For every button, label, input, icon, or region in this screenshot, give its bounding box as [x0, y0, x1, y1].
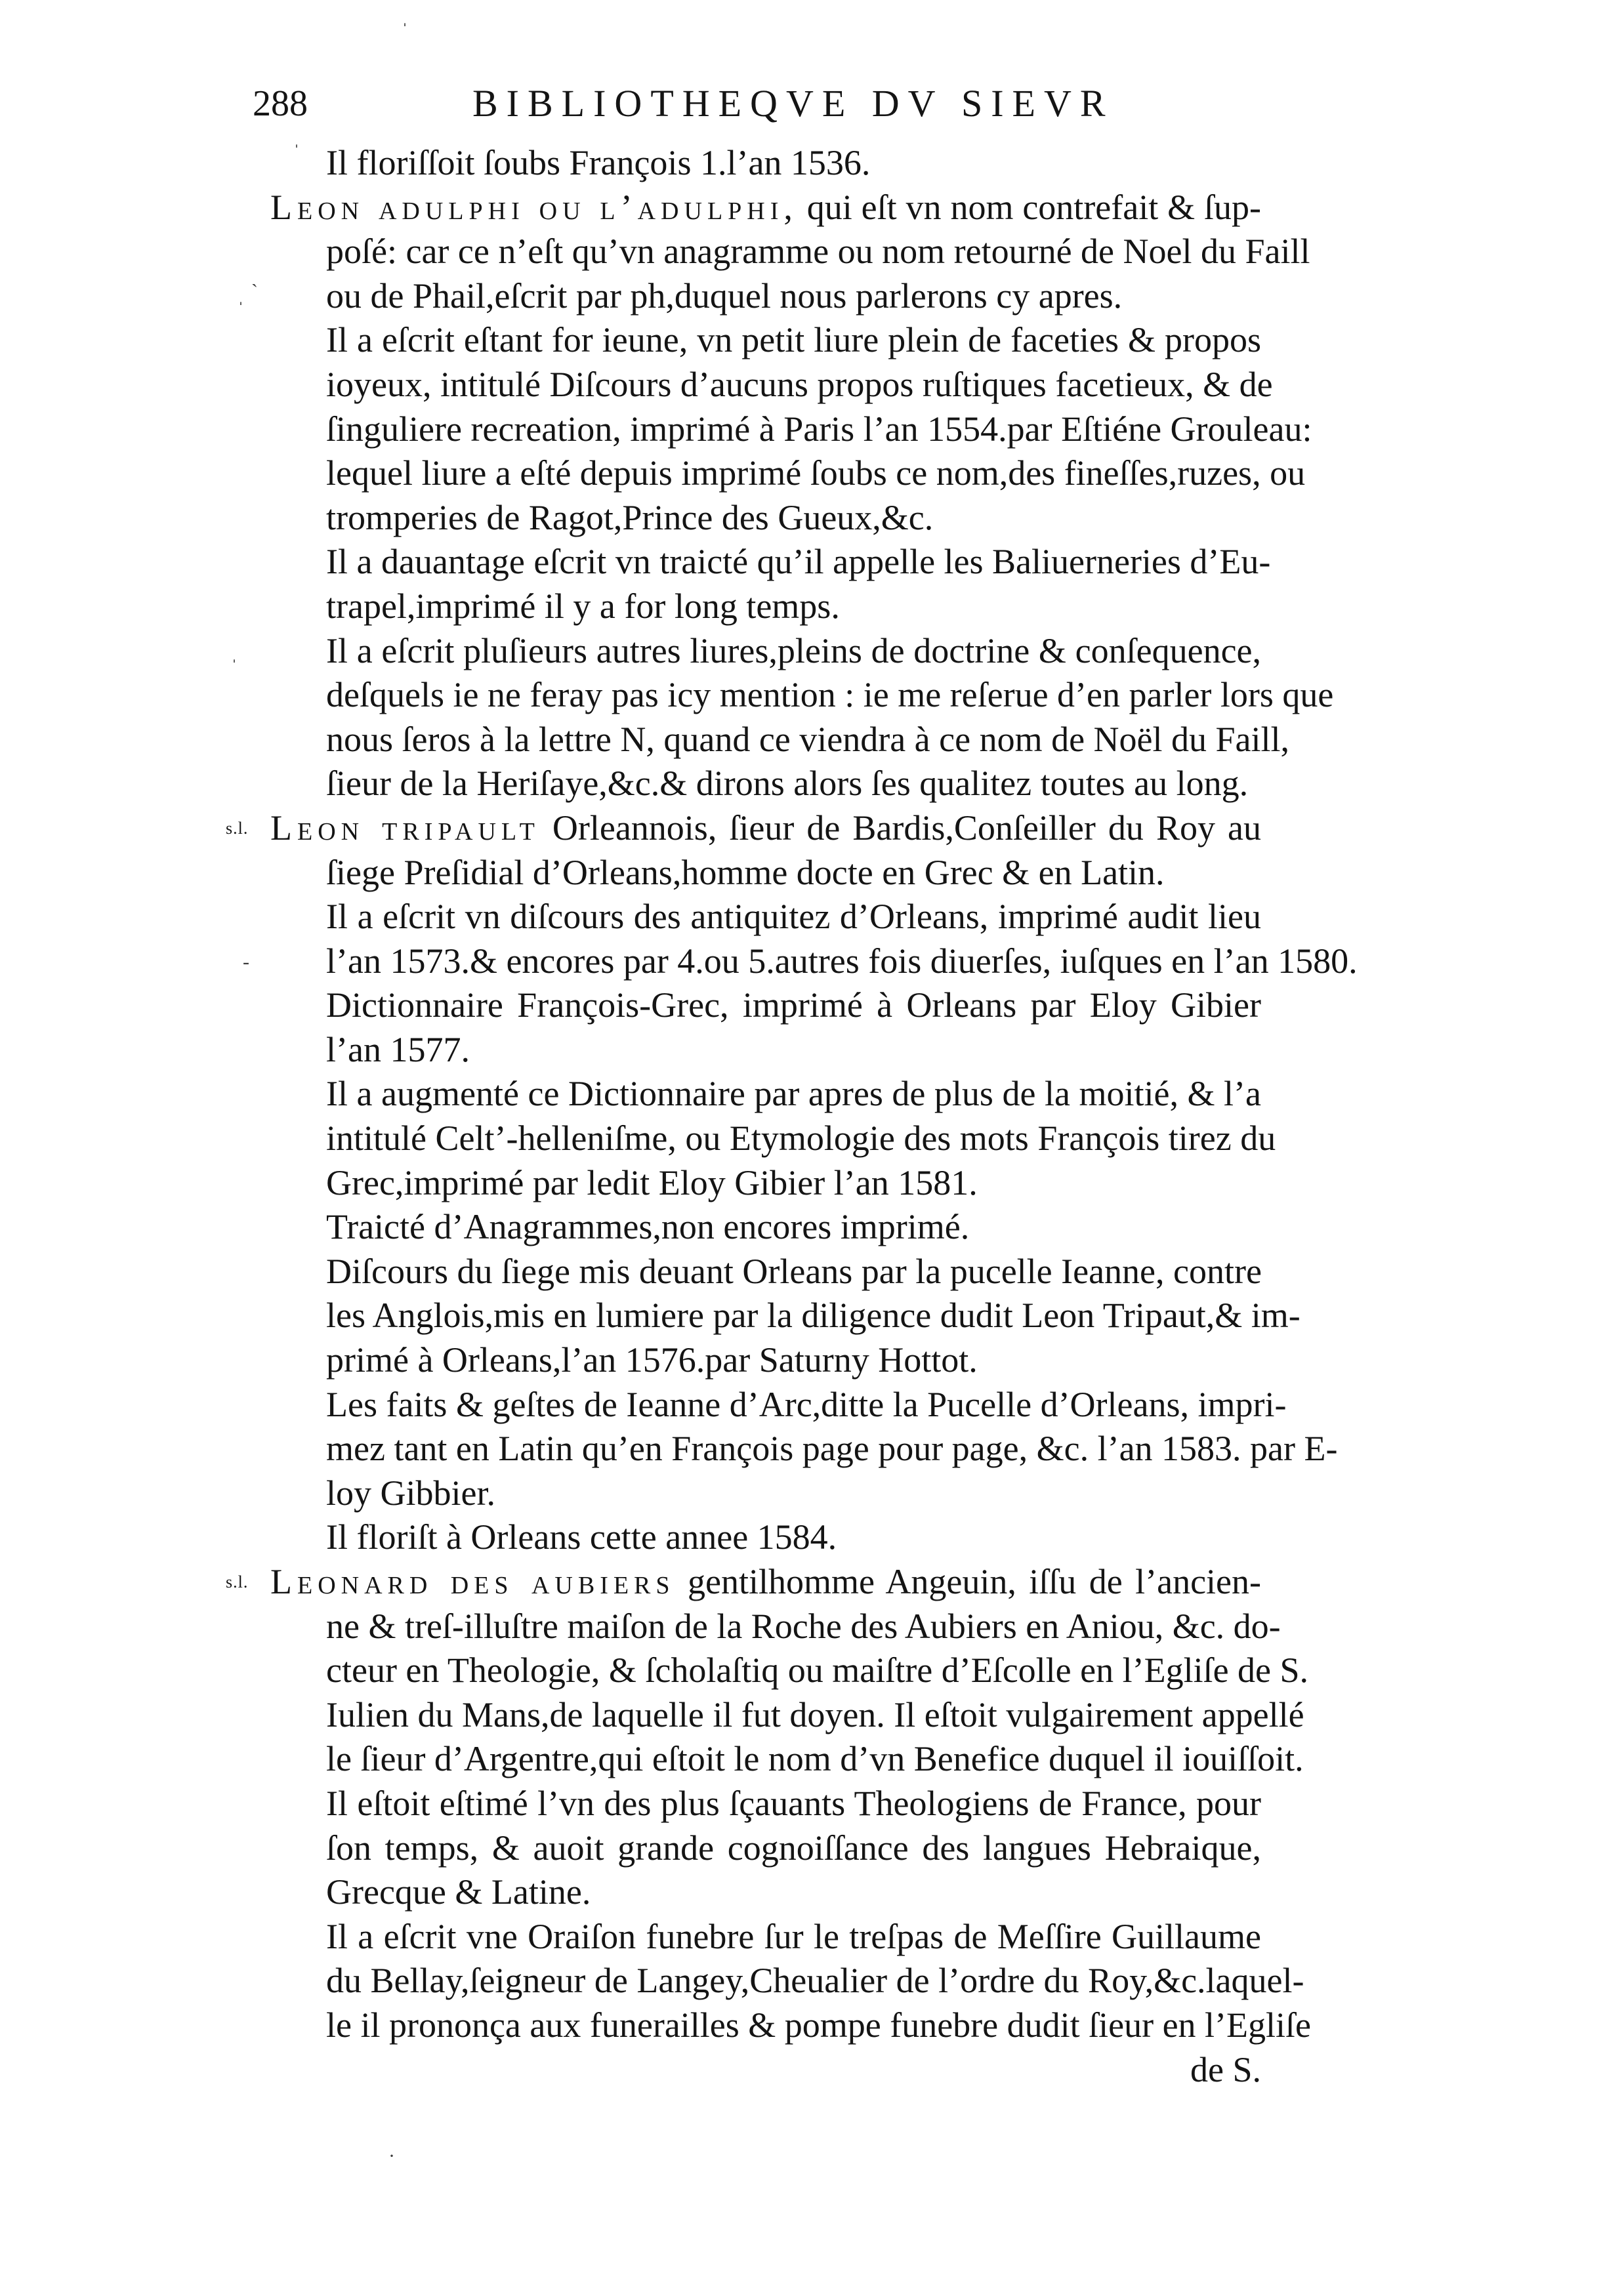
line-text: Diſcours du ſiege mis deuant Orleans par la pucelle Ieanne, contre: [326, 1251, 1262, 1291]
author-name: Leon adulphi ou l’adulphi,: [270, 187, 798, 227]
line-text: ioyeux, intitulé Diſcours d’aucuns propos ruſtiques facetieux, & de: [326, 364, 1273, 404]
line-text: Grec,imprimé par ledit Eloy Gibier l’an 1581.: [326, 1162, 978, 1202]
line-text: Il a eſcrit vn diſcours des antiquitez d’Orleans, imprimé audit lieu: [326, 897, 1261, 937]
text-line: [270, 851, 1261, 895]
line-text: intitulé Celt’-helleniſme, ou Etymologie des mots François tirez du: [326, 1118, 1276, 1158]
text-line: [270, 2003, 1312, 2048]
line-text: ſieur de la Heriſaye,&c.& dirons alors ſes qualitez toutes au long.: [326, 764, 1249, 804]
line-text: l’an 1573.& encores par 4.ou 5.autres fois diuerſes, iuſques en l’an 1580.: [326, 941, 1358, 981]
text-line: [270, 451, 1306, 496]
line-text: Il eſtoit eſtimé l’vn des plus ſçauants Theologiens de France, pour: [326, 1783, 1261, 1823]
line-text: loy Gibbier.: [326, 1473, 495, 1513]
text-line: [270, 673, 1334, 718]
line-text: cteur en Theologie, & ſcholaſtiq ou maiſtre d’Eſcolle en l’Egliſe de S.: [326, 1650, 1309, 1691]
text-line: [270, 230, 1310, 274]
text-line: [270, 983, 1261, 1028]
line-text: Il a eſcrit pluſieurs autres liures,pleins de doctrine & conſequence,: [326, 630, 1261, 670]
text-line: [270, 1782, 1261, 1826]
text-line: [270, 1826, 1261, 1871]
text-line: [270, 629, 1261, 674]
author-name: Leon tripault: [270, 808, 540, 848]
page-header: [253, 77, 1260, 136]
line-text: du Bellay,ſeigneur de Langey,Cheualier de l’ordre du Roy,&c.laquel-: [326, 1961, 1304, 2001]
line-text: l’an 1577.: [326, 1029, 470, 1069]
line-text: primé à Orleans,l’an 1576.par Saturny Hottot.: [326, 1340, 978, 1380]
line-text: les Anglois,mis en lumiere par la diligence dudit Leon Tripaut,& im-: [326, 1296, 1301, 1336]
line-text: gentilhomme Angeuin, iſſu de l’ancien-: [675, 1562, 1261, 1601]
text-line: [270, 274, 1261, 319]
text-line: [270, 1471, 1261, 1516]
print-speck: ˈ: [402, 20, 408, 41]
line-text: ſiege Preſidial d’Orleans,homme docte en Grec & en Latin.: [326, 852, 1165, 892]
text-line: [270, 939, 1358, 984]
print-speck: ˈ: [293, 141, 300, 163]
line-text: Dictionnaire François-Grec, imprimé à Orleans par Eloy Gibier: [326, 985, 1261, 1025]
text-line: [270, 1737, 1304, 1782]
line-text: ne & treſ-illuſtre maiſon de la Roche des Aubiers en Aniou, &c. do-: [326, 1606, 1281, 1646]
text-line: [270, 1427, 1338, 1471]
marginal-note: s.l.: [226, 818, 249, 838]
page-number: 288: [253, 83, 308, 124]
line-text: Orleannois, ſieur de Bardis,Conſeiller du Roy au: [539, 808, 1262, 848]
print-speck: ˈ: [231, 656, 238, 678]
text-line: [270, 1693, 1304, 1738]
entry-heading-line: [270, 186, 1261, 230]
text-line: [270, 1959, 1304, 2003]
text-line: [270, 584, 1261, 629]
text-line: [270, 1915, 1261, 1959]
line-text: nous ſeros à la lettre N, quand ce viendra à ce nom de Noël du Faill,: [326, 719, 1290, 759]
body-text: [226, 141, 1358, 2092]
text-line: [270, 407, 1312, 452]
text-line: [270, 1870, 1261, 1915]
text-line: [270, 1117, 1276, 1161]
line-text: ou de Phail,eſcrit par ph,duquel nous parlerons cy apres.: [326, 276, 1123, 316]
line-text: trapel,imprimé il y a for long temps.: [326, 586, 840, 626]
line-text: ſinguliere recreation, imprimé à Paris l’an 1554.par Eſtiéne Grouleau:: [326, 409, 1312, 449]
text-line: [270, 1072, 1261, 1117]
text-line: [270, 1515, 1261, 1560]
line-text: Il a eſcrit eſtant for ieune, vn petit liure plein de faceties & propos: [326, 320, 1261, 360]
marginal-note: s.l.: [226, 1572, 249, 1591]
text-line: [270, 1161, 1261, 1206]
entry-heading-line: [226, 806, 1262, 851]
print-speck: ˈ: [238, 298, 244, 320]
line-text: poſé: car ce n’eſt qu’vn anagramme ou nom retourné de Noel du Faill: [326, 232, 1310, 272]
line-text: Il floriſt à Orleans cette annee 1584.: [326, 1517, 837, 1557]
line-text: Iulien du Mans,de laquelle il fut doyen. Il eſtoit vulgairement appellé: [326, 1694, 1304, 1734]
line-text: tromperies de Ragot,Prince des Gueux,&c.: [326, 497, 934, 537]
line-text: de S.: [1190, 2049, 1261, 2089]
line-text: ſon temps, & auoit grande cognoiſſance des langues Hebraique,: [326, 1828, 1261, 1868]
text-line: [270, 1028, 1261, 1073]
text-line: [270, 718, 1290, 762]
text-line: [270, 540, 1271, 584]
text-line: [270, 1605, 1281, 1649]
line-text: deſquels ie ne feray pas icy mention : ie me reſerue d’en parler lors que: [326, 675, 1334, 715]
text-line: [270, 1294, 1301, 1338]
text-line: [270, 1383, 1287, 1427]
text-line: [270, 318, 1261, 363]
line-text: Grecque & Latine.: [326, 1872, 591, 1912]
text-line: [270, 1205, 1261, 1250]
line-text: Il a eſcrit vne Oraiſon funebre ſur le treſpas de Meſſire Guillaume: [326, 1916, 1261, 1956]
line-text: qui eſt vn nom contrefait & ſup-: [797, 187, 1261, 227]
text-line: [270, 895, 1261, 939]
text-line: [270, 1649, 1309, 1693]
print-speck: ·: [388, 2145, 395, 2167]
print-speck: ˏ: [251, 266, 258, 287]
line-text: le ſieur d’Argentre,qui eſtoit le nom d’vn Benefice duquel il iouiſſoit.: [326, 1739, 1304, 1779]
line-text: Les faits & geſtes de Ieanne d’Arc,ditte la Pucelle d’Orleans, impri-: [326, 1384, 1287, 1424]
line-text: Il a dauantage eſcrit vn traicté qu’il appelle les Baliuerneries d’Eu-: [326, 542, 1271, 582]
line-text: le il prononça aux funerailles & pompe funebre dudit ſieur en l’Egliſe: [326, 2005, 1312, 2045]
entry-heading-line: [226, 1560, 1261, 1605]
line-text: lequel liure a eſté depuis imprimé ſoubs ce nom,des fineſſes,ruzes, ou: [326, 453, 1306, 493]
text-line: [270, 1250, 1261, 1294]
text-line: [270, 762, 1261, 806]
text-line: [270, 496, 1261, 541]
line-text: Il a augmenté ce Dictionnaire par apres de plus de la moitié, & l’a: [326, 1074, 1261, 1114]
author-name: Leonard des aubiers: [270, 1562, 675, 1601]
text-line: [270, 141, 1261, 186]
running-title: BIBLIOTHEQVE DV SIEVR: [472, 82, 1114, 125]
line-text: mez tant en Latin qu’en François page pour page, &c. l’an 1583. par E-: [326, 1429, 1338, 1469]
line-text: Il floriſſoit ſoubs François 1.l’an 1536.: [326, 143, 871, 182]
text-line: [270, 1338, 1261, 1383]
text-line: [270, 2048, 1261, 2093]
print-speck: -: [243, 951, 249, 973]
text-line: [270, 363, 1273, 407]
line-text: Traicté d’Anagrammes,non encores imprimé.: [326, 1207, 970, 1247]
